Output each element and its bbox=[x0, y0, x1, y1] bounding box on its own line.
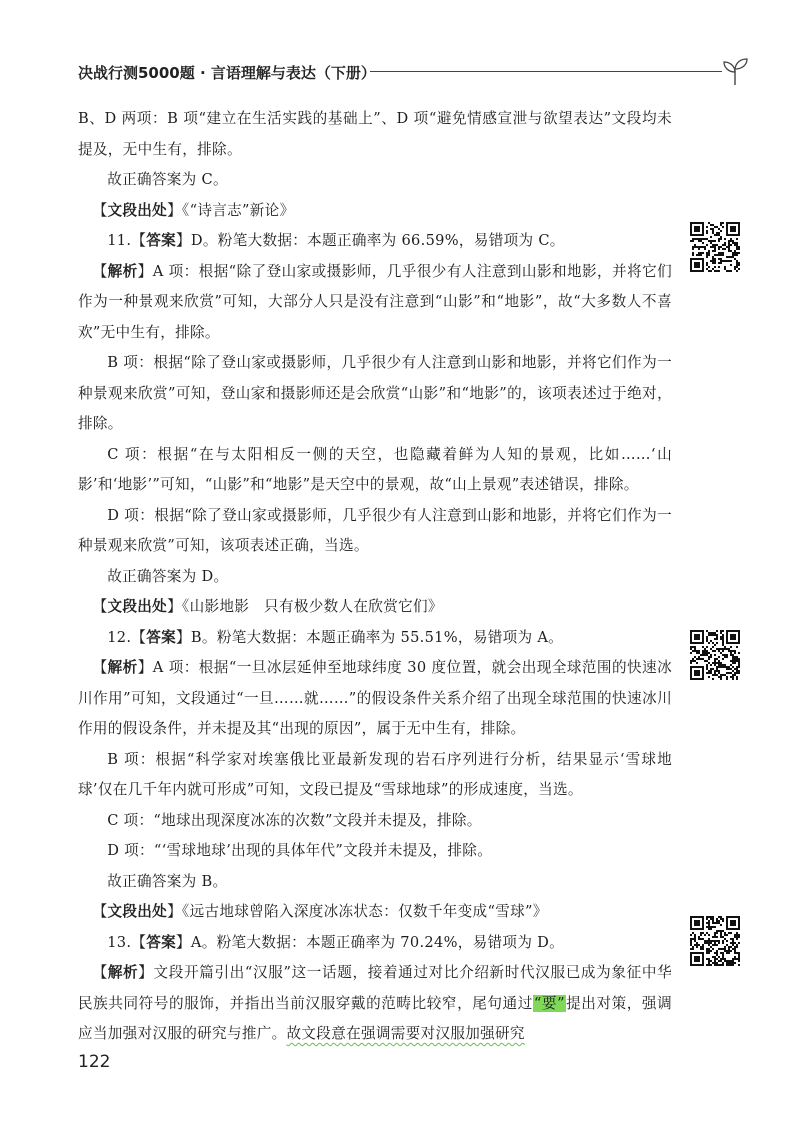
source-line: 【文段出处】《远古地球曾陷入深度冰冻状态：仅数千年变成“雪球”》 bbox=[92, 903, 548, 920]
book-title: 决战行测5000题 · 言语理解与表达（下册） bbox=[78, 64, 376, 82]
source-tag: 文段出处 bbox=[107, 201, 168, 219]
highlighted-keyword: “要” bbox=[533, 994, 565, 1012]
answer-line-11: 11.【答案】D。粉笔大数据：本题正确率为 66.59%，易错项为 C。 bbox=[107, 232, 565, 249]
paragraph: D 项：根据“除了登山家或摄影师，几乎很少有人注意到山影和地影，并将它们作为一种景观来欣赏”可知，该项表述正确，当选。 bbox=[78, 506, 672, 554]
header-rule bbox=[370, 71, 722, 72]
analysis-tag: 解析 bbox=[107, 964, 139, 981]
source-tag: 文段出处 bbox=[107, 903, 168, 920]
qr-code-icon[interactable] bbox=[690, 630, 740, 680]
paragraph: 故正确答案为 D。 bbox=[107, 567, 229, 585]
answer-tag: 答案 bbox=[146, 628, 176, 646]
qr-code-icon[interactable] bbox=[690, 222, 740, 272]
paragraph: C 项：“地球出现深度冰冻的次数”文段并未提及，排除。 bbox=[107, 811, 482, 829]
source-line: 【文段出处】《山影地影 只有极少数人在欣赏它们》 bbox=[92, 598, 443, 615]
page-body bbox=[78, 104, 672, 1050]
paragraph: 故正确答案为 C。 bbox=[107, 171, 228, 188]
wavy-underlined-text: 故文段意在强调需要对汉服加强研究 bbox=[286, 1025, 525, 1042]
answer-line-13: 13.【答案】A。粉笔大数据：本题正确率为 70.24%，易错项为 D。 bbox=[107, 933, 565, 951]
analysis-tag: 解析 bbox=[107, 262, 138, 280]
paragraph: D 项：“‘雪球地球’出现的具体年代”文段并未提及，排除。 bbox=[107, 842, 493, 859]
paragraph: C 项：根据“在与太阳相反一侧的天空，也隐藏着鲜为人知的景观，比如……‘山影’和‘地影’”可知，“山影”和“地影”是天空中的景观，故“山上景观”表述错误，排除。 bbox=[78, 445, 672, 493]
analysis-paragraph: 【解析】A 项：根据“一旦冰层延伸至地球纬度 30 度位置，就会出现全球范围的快速冰川作用”可知，文段通过“一旦……就……”的假设条件关系介绍了出现全球范围的快速冰川作用的假设条件，并未提及其“出现的原因”，属于无中生有，排除。 bbox=[78, 659, 672, 737]
sprout-icon bbox=[720, 56, 750, 86]
analysis-tag: 解析 bbox=[107, 659, 138, 676]
paragraph: B 项：根据“科学家对埃塞俄比亚最新发现的岩石序列进行分析，结果显示‘雪球地球’仅在几千年内就可形成”可知，文段已提及“雪球地球”的形成速度，当选。 bbox=[78, 750, 672, 798]
running-header bbox=[78, 56, 758, 86]
analysis-paragraph: 【解析】文段开篇引出“汉服”这一话题，接着通过对比介绍新时代汉服已成为象征中华民族共同符号的服饰，并指出当前汉服穿戴的范畴比较窄，尾句通过“要”提出对策，强调应当加强对汉服的研究与推广。故文段意在强调需要对汉服加强研究 bbox=[78, 964, 672, 1042]
analysis-paragraph: 【解析】A 项：根据“除了登山家或摄影师，几乎很少有人注意到山影和地影，并将它们作为一种景观来欣赏”可知，大部分人只是没有注意到“山影”和“地影”，故“大多数人不喜欢”无中生有，排除。 bbox=[78, 262, 672, 341]
paragraph: B 项：根据“除了登山家或摄影师，几乎很少有人注意到山影和地影，并将它们作为一种景观来欣赏”可知，登山家和摄影师还是会欣赏“山影”和“地影”的，该项表述过于绝对，排除。 bbox=[78, 354, 672, 432]
paragraph: B、D 两项：B 项“建立在生活实践的基础上”、D 项“避免情感宣泄与欲望表达”文段均未提及，无中生有，排除。 bbox=[78, 110, 672, 158]
paragraph: 故正确答案为 B。 bbox=[107, 872, 228, 890]
qr-code-icon[interactable] bbox=[690, 916, 740, 966]
answer-line-12: 12.【答案】B。粉笔大数据：本题正确率为 55.51%，易错项为 A。 bbox=[107, 628, 564, 646]
answer-tag: 答案 bbox=[146, 232, 176, 249]
answer-tag: 答案 bbox=[146, 933, 176, 951]
page-number: 122 bbox=[78, 1052, 111, 1072]
source-tag: 文段出处 bbox=[107, 598, 168, 615]
source-line: 【文段出处】《“诗言志”新论》 bbox=[92, 201, 295, 219]
